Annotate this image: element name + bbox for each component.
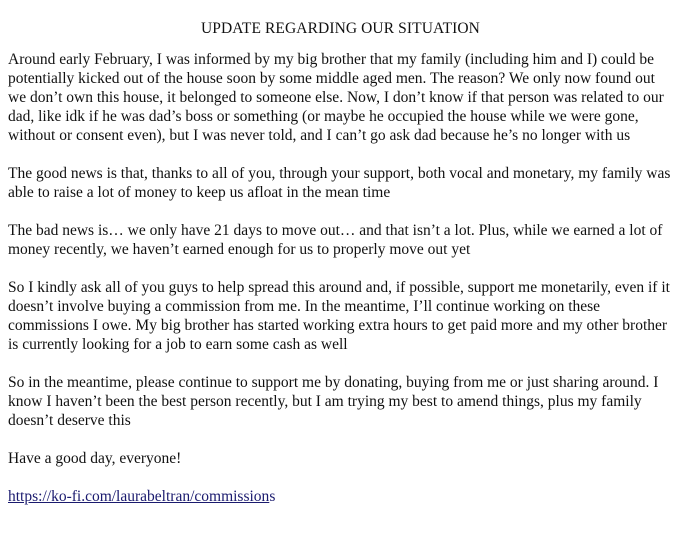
paragraph-situation: Around early February, I was informed by my big brother that my family (including him and I) could be potentially kicked out of the house soon by some middle aged men. The reason? We only now found out we don’t own this house, it belonged to someone else. Now, I don’t know if that person was related to our dad, like idk if he was dad’s boss or something (or maybe he occupied the house while we were gone, without or consent even), but I was never told, and I can’t go ask dad because he’s no longer with us	[8, 51, 664, 144]
commission-link-tail: s	[269, 488, 276, 505]
paragraph-support: So in the meantime, please continue to support me by donating, buying from me or just sharing around. I know I haven’t been the best person recently, but I am trying my best to amend things, plus my family doesn’t deserve this	[8, 374, 659, 429]
paragraph-request: So I kindly ask all of you guys to help spread this around and, if possible, support me monetarily, even if it doesn’t involve buying a commission from me. In the meantime, I’ll continue working on these commissions I owe. My big brother has started working extra hours to get paid more and my other brother is currently looking for a job to earn some cash as well	[8, 279, 670, 353]
document-title: UPDATE REGARDING OUR SITUATION	[201, 20, 480, 37]
paragraph-farewell: Have a good day, everyone!	[8, 450, 182, 467]
commission-link[interactable]: https://ko-fi.com/laurabeltran/commission	[8, 488, 270, 505]
paragraph-bad-news: The bad news is… we only have 21 days to move out… and that isn’t a lot. Plus, while we earned a lot of money recently, we haven’t earned enough for us to properly move out yet	[8, 222, 663, 258]
link-line	[8, 487, 673, 506]
paragraph-good-news: The good news is that, thanks to all of you, through your support, both vocal and monetary, my family was able to raise a lot of money to keep us afloat in the mean time	[8, 165, 671, 201]
